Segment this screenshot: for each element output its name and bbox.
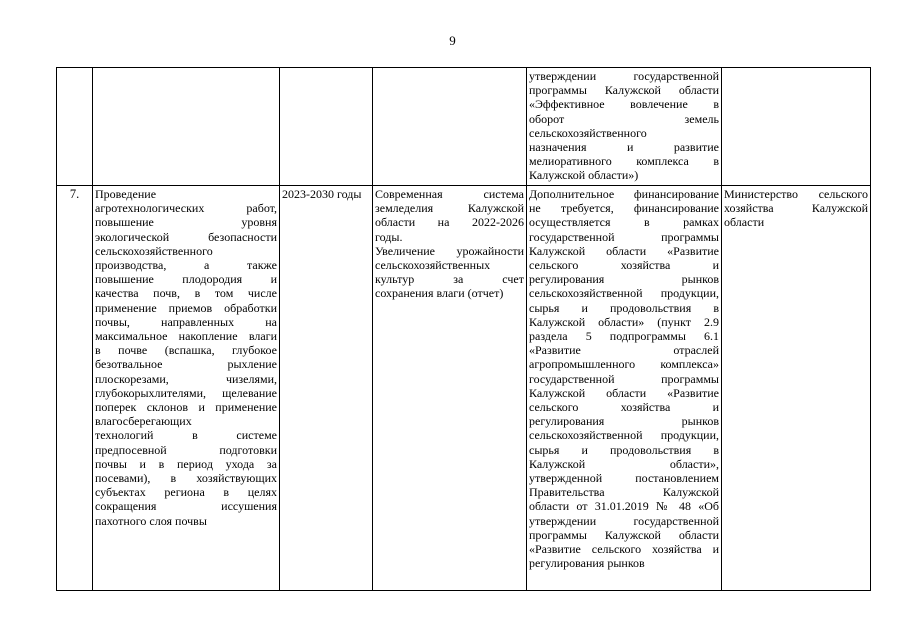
text-line: посевами), в хозяйствующих [95,471,277,486]
text-line: сельского хозяйства и [529,400,719,415]
cell-financing [527,186,722,591]
text-line: утверждении государственной [529,513,719,528]
cell-result-empty [373,68,527,186]
text-line: поперек склонов и применение [95,400,277,415]
text-line: повышение плодородия и [95,272,277,287]
table-row-continuation [57,68,871,186]
text-line: области от 31.01.2019 № 48 «Об [529,499,719,514]
measures-table [56,67,871,591]
cell-executor [722,186,871,591]
text-line: Увеличение урожайности [375,243,524,258]
text-line: повышение уровня [95,215,277,230]
cell-measure [93,186,280,591]
cell-financing-continuation [527,68,722,186]
text-line: сырья и продовольствия в [529,300,719,315]
text-line: земледелия Калужской [375,201,524,216]
text-line: не требуется, финансирование [529,201,719,216]
text-line: агропромышленного комплекса» [529,357,719,372]
text-line: годы. [375,229,403,244]
text-line: глубокорыхлителями, щелевание [95,385,277,400]
text-line: сельскохозяйственного [95,243,213,258]
cell-result [373,186,527,591]
text-line: сырья и продовольствия в [529,442,719,457]
text-line: программы Калужской области [529,527,719,542]
text-line: сельскохозяйственных [375,258,491,273]
text-line: сельскохозяйственного [529,125,647,140]
text-line: утверждении государственной [529,69,719,83]
text-line: Дополнительное финансирование [529,187,719,201]
text-line: культур за счет [375,272,524,287]
page-number: 9 [449,33,456,48]
text-line: влагосберегающих [95,414,192,429]
text-line: Проведение [95,187,157,201]
text-line: Министерство сельского [724,187,868,201]
cell-number-empty [57,68,93,186]
text-line: раздела 5 подпрограммы 6.1 [529,329,719,344]
text-line: почвы, направленных на [95,314,277,329]
text-line: сельскохозяйственной продукции, [529,428,719,443]
text-line: регулирования рынков [529,556,645,571]
text-line: хозяйства Калужской [724,201,868,216]
text-line: назначения и развитие [529,140,719,155]
cell-period-empty [280,68,373,186]
text-line: «Развитие сельского хозяйства и [529,542,719,557]
text-line: программы Калужской области [529,83,719,98]
text-line: Калужской области «Развитие [529,385,719,400]
cell-executor-empty [722,68,871,186]
table-row-7 [57,186,871,591]
text-line: Калужской области», [529,456,719,471]
text-line: сельского хозяйства и [529,258,719,273]
text-line: утвержденной постановлением [529,471,719,486]
text-line: в почве (вспашка, глубокое [95,343,277,358]
text-line: пахотного слоя почвы [95,513,207,528]
text-line: применение приемов обработки [95,300,277,315]
text-line: области [724,215,765,230]
text-line: оборот земель [529,111,719,126]
text-line: агротехнологических работ, [95,201,277,216]
text-line: Современная система [375,187,524,201]
text-line: Калужской области» (пункт 2.9 [529,314,719,329]
text-line: мелиоративного комплекса в [529,154,719,169]
text-line: «Эффективное вовлечение в [529,97,719,112]
text-line: государственной программы [529,229,719,244]
text-line: технологий в системе [95,428,277,443]
text-line: субъектах региона в целях [95,485,277,500]
text-line: Калужской области») [529,168,639,183]
text-line: Правительства Калужской [529,485,719,500]
text-line: предпосевной подготовки [95,442,277,457]
text-line: плоскорезами, чизелями, [95,371,277,386]
text-line: регулирования рынков [529,272,719,287]
text-line: осуществляется в рамках [529,215,719,230]
text-line: производства, а также [95,258,277,273]
text-line: государственной программы [529,371,719,386]
row-number: 7. [57,186,93,591]
text-line: регулирования рынков [529,414,719,429]
text-line: Калужской области «Развитие [529,243,719,258]
text-line: качества почв, в том числе [95,286,277,301]
cell-measure-empty [93,68,280,186]
text-line: почвы и в период ухода за [95,456,277,471]
text-line: безотвальное рыхление [95,357,277,372]
cell-period: 2023-2030 годы [280,186,373,591]
text-line: сохранения влаги (отчет) [375,286,504,301]
text-line: сокращения иссушения [95,499,277,514]
text-line: сельскохозяйственной продукции, [529,286,719,301]
text-line: максимальное накопление влаги [95,329,277,344]
text-line: области на 2022-2026 [375,215,524,230]
text-line: «Развитие отраслей [529,343,719,358]
text-line: экологической безопасности [95,229,277,244]
